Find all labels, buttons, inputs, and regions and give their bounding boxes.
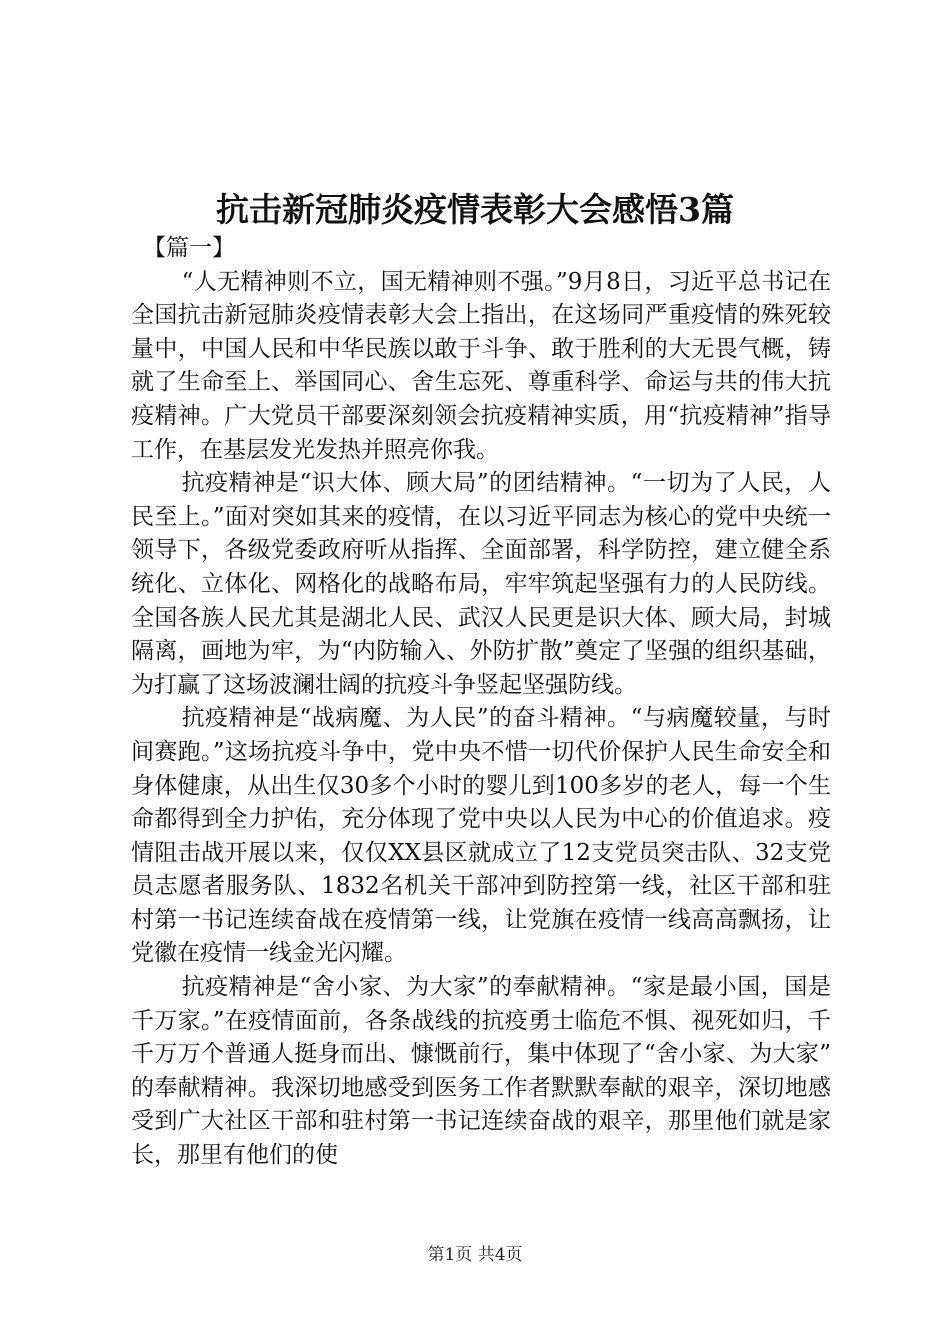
page-footer: 第1页 共4页: [427, 1245, 523, 1265]
document-body: [131, 232, 831, 1173]
paragraph-1: “人无精神则不立，国无精神则不强。”9月8日，习近平总书记在全国抗击新冠肺炎疫情表彰大会上指出，在这场同严重疫情的殊死较量中，中国人民和中华民族以敢于斗争、敢于胜利的大无畏气概，铸就了生命至上、举国同心、舍生忘死、尊重科学、命运与共的伟大抗疫精神。广大党员干部要深刻领会抗疫精神实质，用“抗疫精神”指导工作，在基层发光发热并照亮你我。: [131, 268, 831, 463]
paragraph-3: 抗疫精神是“战病魔、为人民”的奋斗精神。“与病魔较量，与时间赛跑。”这场抗疫斗争中，党中央不惜一切代价保护人民生命安全和身体健康，从出生仅30多个小时的婴儿到100多岁的老人，每一个生命都得到全力护佑，充分体现了党中央以人民为中心的价值追求。疫情阻击战开展以来，仅仅XX县区就成立了12支党员突击队、32支党员志愿者服务队、1832名机关干部冲到防控第一线，社区干部和驻村第一书记连续奋战在疫情第一线，让党旗在疫情一线高高飘扬，让党徽在疫情一线金光闪耀。: [131, 705, 831, 967]
document-title: 抗击新冠肺炎疫情表彰大会感悟3篇: [216, 190, 734, 229]
section-label: 【篇一】: [143, 235, 235, 261]
paragraph-4: 抗疫精神是“舍小家、为大家”的奉献精神。“家是最小国，国是千万家。”在疫情面前，各条战线的抗疫勇士临危不惧、视死如归，千千万万个普通人挺身而出、慷慨前行，集中体现了“舍小家、为大家”的奉献精神。我深切地感受到医务工作者默默奉献的艰辛，深切地感受到广大社区干部和驻村第一书记连续奋战的艰辛，那里他们就是家长，那里有他们的使: [131, 974, 831, 1169]
paragraph-2: 抗疫精神是“识大体、顾大局”的团结精神。“一切为了人民，人民至上。”面对突如其来的疫情，在以习近平同志为核心的党中央统一领导下，各级党委政府听从指挥、全面部署，科学防控，建立健全系统化、立体化、网格化的战略布局，牢牢筑起坚强有力的人民防线。全国各族人民尤其是湖北人民、武汉人民更是识大体、顾大局，封城隔离，画地为牢，为“内防输入、外防扩散”奠定了坚强的组织基础，为打赢了这场波澜壮阔的抗疫斗争竖起坚强防线。: [131, 470, 831, 698]
